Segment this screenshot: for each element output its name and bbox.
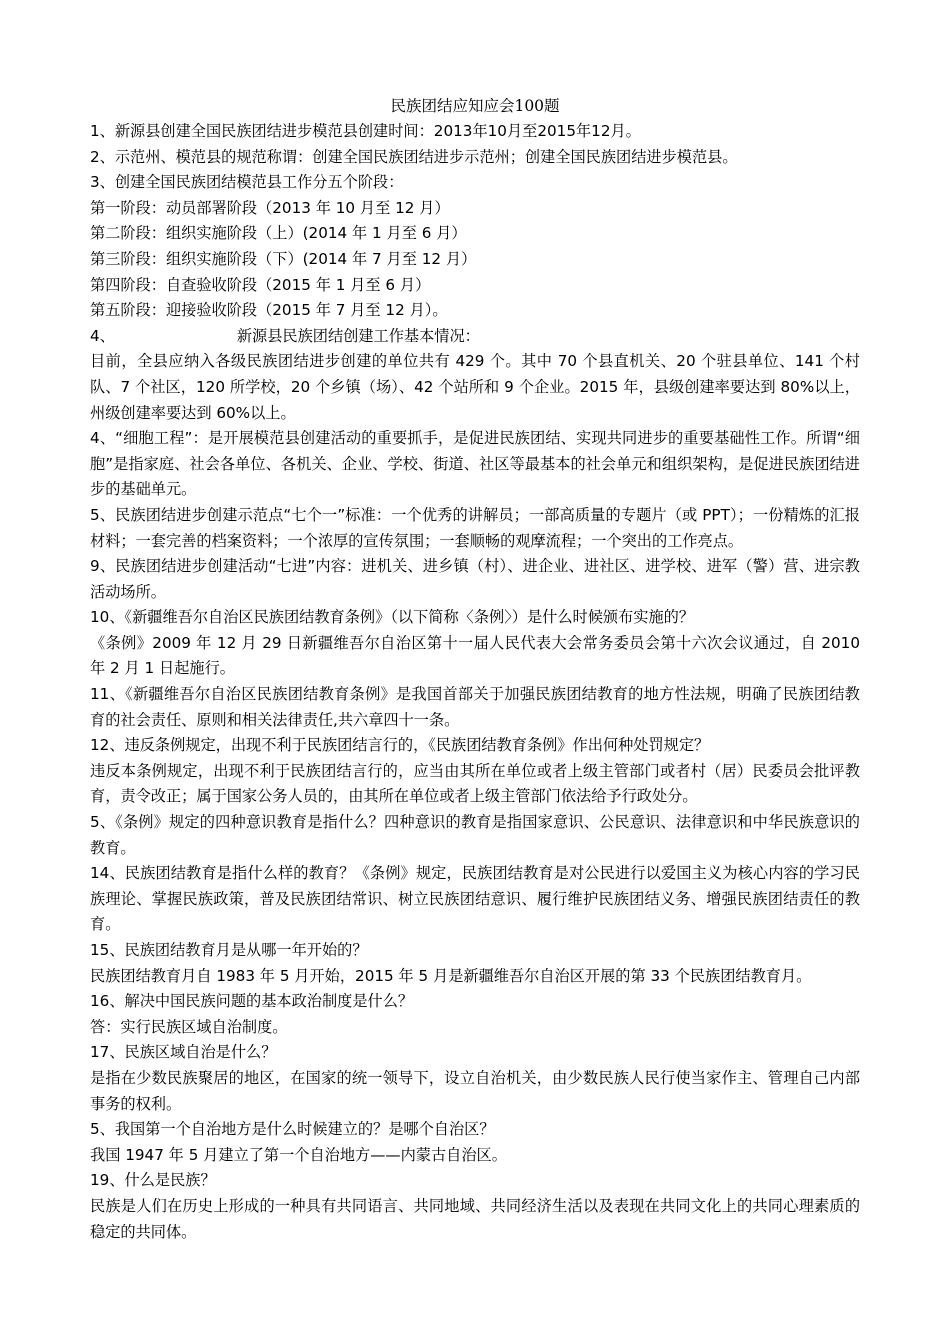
paragraph: 10、《新疆维吾尔自治区民族团结教育条例》（以下简称〈条例〉）是什么时候颁布实施的？: [90, 608, 695, 627]
section-heading-text: 新源县民族团结创建工作基本情况：: [236, 326, 480, 345]
paragraph: 违反本条例规定，出现不利于民族团结言行的，应当由其所在单位或者上级主管部门或者村（居）民委员会批评教育，责令改正；属于国家公务人员的，由其所在单位或者上级主管部门依法给予行政处分。: [90, 761, 860, 806]
paragraph: 5、我国第一个自治地方是什么时候建立的？是哪个自治区？: [90, 1120, 495, 1139]
paragraph: 12、违反条例规定，出现不利于民族团结言行的，《民族团结教育条例》作出何种处罚规定？: [90, 736, 710, 755]
section-heading: [90, 324, 860, 350]
paragraph: 第二阶段：组织实施阶段（上）(2014 年 1 月至 6 月）: [90, 224, 467, 243]
paragraph: 2、示范州、模范县的规范称谓：创建全国民族团结进步示范州；创建全国民族团结进步模范县。: [90, 147, 738, 166]
paragraph: 16、解决中国民族问题的基本政治制度是什么？: [90, 992, 414, 1011]
paragraph: 5、《条例》规定的四种意识教育是指什么？四种意识的教育是指国家意识、公民意识、法律意识和中华民族意识的教育。: [90, 813, 860, 857]
paragraph: 目前，全县应纳入各级民族团结进步创建的单位共有 429 个。其中 70 个县直机关、20 个驻县单位、141 个村队、7 个社区，120 所学校，20 个乡镇（场）、42 个站所和 9 个企业。2015 年，县级创建率要达到 80%以上，州级创建率要达到 60%以上。: [90, 352, 860, 422]
paragraph: 19、什么是民族？: [90, 1171, 216, 1190]
paragraph: 答：实行民族区域自治制度。: [90, 1017, 288, 1036]
paragraph: 《条例》2009 年 12 月 29 日新疆维吾尔自治区第十一届人民代表大会常务委员会第十六次会议通过，自 2010 年 2 月 1 日起施行。: [90, 633, 860, 678]
paragraph: 4、“细胞工程”：是开展模范县创建活动的重要抓手，是促进民族团结、实现共同进步的重要基础性工作。所谓“细胞”是指家庭、社会各单位、各机关、企业、学校、街道、社区等最基本的社会单元和组织架构，是促进民族团结进步的基础单元。: [90, 429, 860, 499]
paragraph: 1、新源县创建全国民族团结进步模范县创建时间：2013年10月至2015年12月。: [90, 122, 641, 140]
paragraph: 11、《新疆维吾尔自治区民族团结教育条例》是我国首部关于加强民族团结教育的地方性法规，明确了民族团结教育的社会责任、原则和相关法律责任,共六章四十一条。: [90, 685, 860, 729]
paragraph: 3、创建全国民族团结模范县工作分五个阶段：: [90, 173, 404, 192]
paragraph: 民族是人们在历史上形成的一种具有共同语言、共同地域、共同经济生活以及表现在共同文化上的共同心理素质的稳定的共同体。: [90, 1196, 860, 1241]
paragraph: 5、民族团结进步创建示范点“七个一”标准：一个优秀的讲解员；一部高质量的专题片（或 PPT）；一份精炼的汇报材料；一套完善的档案资料；一个浓厚的宣传氛围；一套顺畅的观摩流程；一个突出的工作亮点。: [90, 505, 860, 550]
paragraph: 9、民族团结进步创建活动“七进”内容：进机关、进乡镇（村）、进企业、进社区、进学校、进军（警）营、进宗教活动场所。: [90, 557, 860, 601]
paragraph: 第四阶段：自查验收阶段（2015 年 1 月至 6 月）: [90, 275, 431, 294]
paragraph: 民族团结教育月自 1983 年 5 月开始，2015 年 5 月是新疆维吾尔自治区开展的第 33 个民族团结教育月。: [90, 966, 812, 985]
section-number: 4、: [90, 326, 115, 345]
paragraph: 我国 1947 年 5 月建立了第一个自治地方——内蒙古自治区。: [90, 1145, 507, 1164]
paragraph: 第一阶段：动员部署阶段（2013 年 10 月至 12 月）: [90, 198, 450, 217]
paragraph: 15、民族团结教育月是从哪一年开始的？: [90, 941, 368, 959]
paragraph: 第三阶段：组织实施阶段（下）(2014 年 7 月至 12 月）: [90, 249, 477, 268]
paragraph: 17、民族区域自治是什么？: [90, 1043, 277, 1062]
paragraph: 14、民族团结教育是指什么样的教育？《条例》规定，民族团结教育是对公民进行以爱国主义为核心内容的学习民族理论、掌握民族政策，普及民族团结常识、树立民族团结意识、履行维护民族团结义务、增强民族团结责任的教育。: [90, 864, 860, 934]
document-title: 民族团结应知应会100题: [390, 97, 560, 115]
paragraph: 第五阶段：迎接验收阶段（2015 年 7 月至 12 月）。: [90, 301, 448, 320]
paragraph: 是指在少数民族聚居的地区，在国家的统一领导下，设立自治机关，由少数民族人民行使当家作主、管理自己内部事务的权利。: [90, 1068, 860, 1113]
